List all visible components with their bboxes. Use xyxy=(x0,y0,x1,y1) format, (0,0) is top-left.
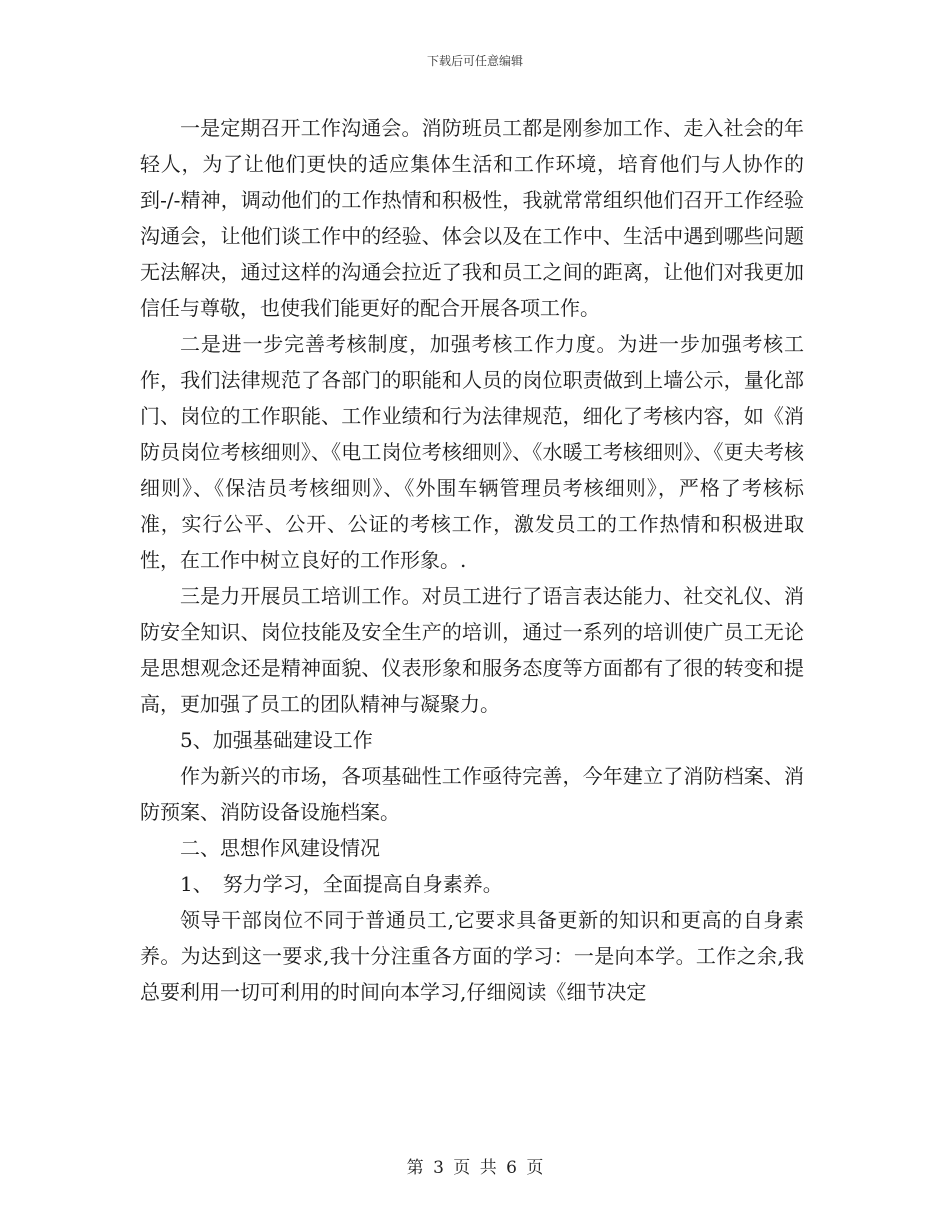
paragraph-4: 作为新兴的市场，各项基础性工作亟待完善，今年建立了消防档案、消防预案、消防设备设施档案。 xyxy=(140,764,804,824)
paragraph-5: 领导干部岗位不同于普通员工,它要求具备更新的知识和更高的自身素养。为达到这一要求,我十分注重各方面的学习：一是向本学。工作之余,我总要利用一切可利用的时间向本学习,仔细阅读《细节决定 xyxy=(140,908,804,1004)
section-heading-2: 二、思想作风建设情况 xyxy=(180,836,380,860)
paragraph-2: 二是进一步完善考核制度，加强考核工作力度。为进一步加强考核工作，我们法律规范了各部门的职能和人员的岗位职责做到上墙公示，量化部门、岗位的工作职能、工作业绩和行为法律规范，细化了考核内容，如《消防员岗位考核细则》、《电工岗位考核细则》、《水暖工考核细则》、《更夫考核细则》、《保洁员考核细则》、《外围车辆管理员考核细则》，严格了考核标准，实行公平、公开、公证的考核工作，激发员工的工作热情和积极进取性，在工作中树立良好的工作形象。. xyxy=(140,332,804,572)
paragraph-3: 三是力开展员工培训工作。对员工进行了语言表达能力、社交礼仪、消防安全知识、岗位技能及安全生产的培训，通过一系列的培训使广员工无论是思想观念还是精神面貌、仪表形象和服务态度等方面都有了很的转变和提高，更加强了员工的团队精神与凝聚力。 xyxy=(140,584,804,716)
subheading-1: 1、 努力学习，全面提高自身素养。 xyxy=(180,872,503,896)
document-body xyxy=(140,110,804,1010)
section-heading-5: 5、加强基础建设工作 xyxy=(180,728,373,752)
page-footer: 第 3 页 共 6 页 xyxy=(406,1158,544,1178)
page-header: 下载后可任意编辑 xyxy=(426,54,523,68)
paragraph-1: 一是定期召开工作沟通会。消防班员工都是刚参加工作、走入社会的年轻人，为了让他们更快的适应集体生活和工作环境，培育他们与人协作的到-/-精神，调动他们的工作热情和积极性，我就常常组织他们召开工作经验沟通会，让他们谈工作中的经验、体会以及在工作中、生活中遇到哪些问题无法解决，通过这样的沟通会拉近了我和员工之间的距离，让他们对我更加信任与尊敬，也使我们能更好的配合开展各项工作。 xyxy=(140,116,804,320)
